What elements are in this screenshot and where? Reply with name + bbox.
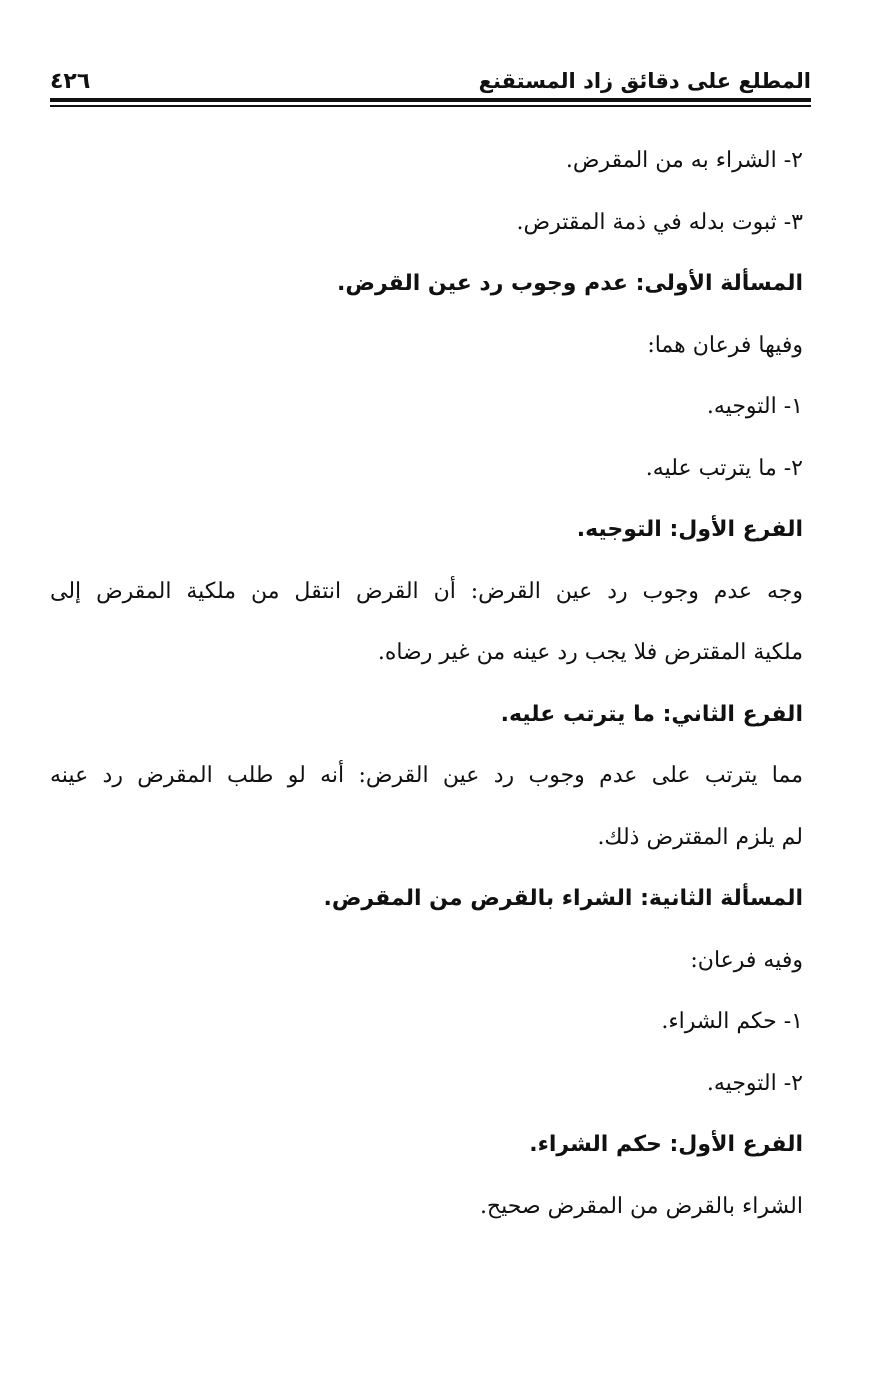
list-item: ٢- الشراء به من المقرض.	[565, 148, 803, 173]
list-item: ٢- ما يترتب عليه.	[645, 455, 803, 481]
subsection-heading: الفرع الأول: حكم الشراء.	[529, 1132, 803, 1157]
page-header	[50, 66, 811, 96]
page-body	[50, 130, 803, 1237]
list-item: ٢- التوجيه.	[706, 1070, 803, 1096]
paragraph-line: الشراء بالقرض من المقرض صحيح.	[479, 1193, 803, 1219]
running-title: المطلع على دقائق زاد المستقنع	[478, 69, 811, 93]
subsection-heading: الفرع الأول: التوجيه.	[576, 517, 803, 542]
header-rule-thin	[50, 105, 811, 107]
header-rule	[50, 98, 811, 102]
list-item: ١- حكم الشراء.	[661, 1009, 803, 1034]
section-heading: المسألة الأولى: عدم وجوب رد عين القرض.	[337, 271, 803, 296]
page-number: ٤٢٦	[50, 68, 91, 94]
paragraph-line: وفيه فرعان:	[690, 947, 803, 973]
paragraph-line: مما يترتب على عدم وجوب رد عين القرض: أنه لو طلب المقرض رد عينه	[50, 763, 803, 788]
paragraph-line: وجه عدم وجوب رد عين القرض: أن القرض انتقل من ملكية المقرض إلى	[50, 578, 803, 604]
paragraph-line: وفيها فرعان هما:	[647, 332, 803, 358]
list-item: ١- التوجيه.	[706, 394, 803, 419]
paragraph-line: ملكية المقترض فلا يجب رد عينه من غير رضاه.	[377, 640, 803, 665]
section-heading: المسألة الثانية: الشراء بالقرض من المقرض.	[323, 886, 803, 911]
subsection-heading: الفرع الثاني: ما يترتب عليه.	[500, 701, 803, 727]
paragraph-line: لم يلزم المقترض ذلك.	[597, 824, 803, 850]
list-item: ٣- ثبوت بدله في ذمة المقترض.	[516, 209, 803, 235]
